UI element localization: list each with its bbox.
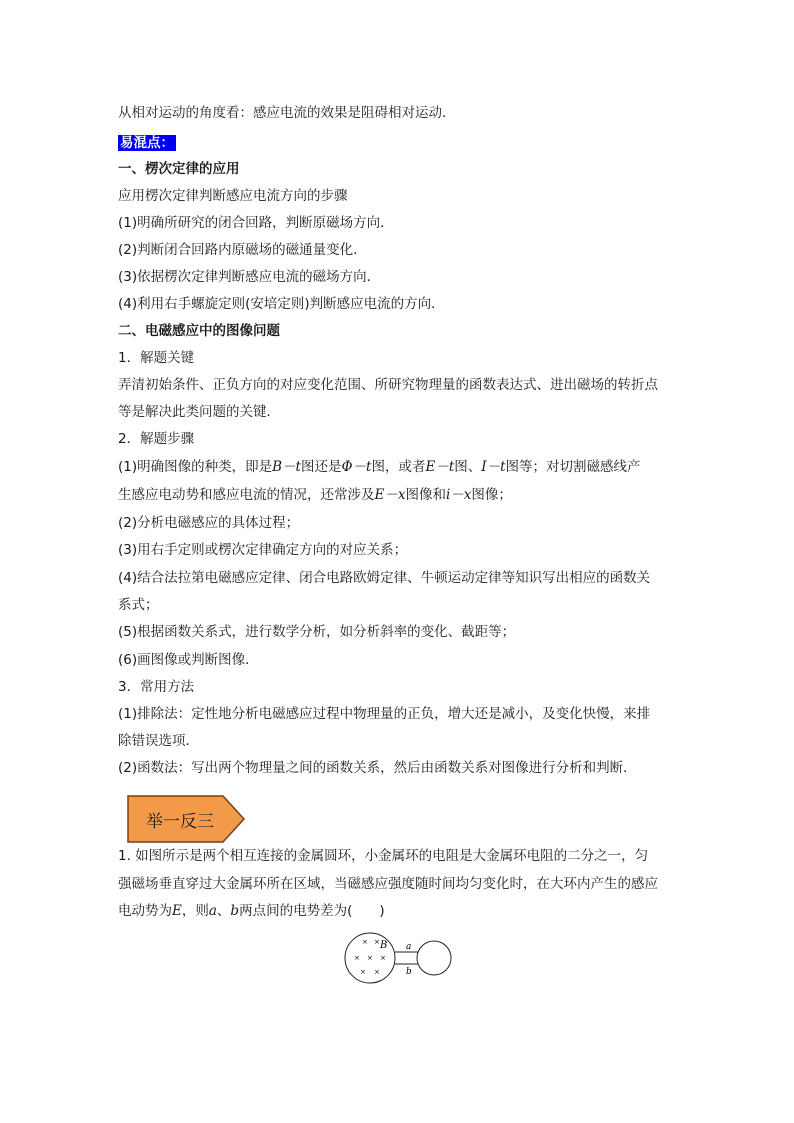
- step-item: (5)根据函数关系式，进行数学分析，如分析斜率的变化、截距等；: [118, 624, 516, 640]
- math-expr: B－t: [272, 459, 301, 475]
- field-cross: ×: [360, 968, 366, 976]
- point-label-a: a: [406, 942, 412, 952]
- text-line: 等是解决此类问题的关键．: [118, 404, 280, 420]
- math-expr: b: [230, 903, 240, 919]
- small-ring: [417, 941, 451, 975]
- math-expr: i－x: [445, 487, 472, 503]
- text-line: 应用楞次定律判断感应电流方向的步骤: [118, 188, 348, 204]
- field-cross: ×: [374, 938, 380, 946]
- step-item: 生感应电动势和感应电流的情况，还常涉及E－x图像和i－x图像；: [118, 487, 512, 503]
- step-item: (6)画图像或判断图像．: [118, 652, 259, 668]
- point-label-b: b: [406, 967, 412, 977]
- step-item: (3)依据楞次定律判断感应电流的磁场方向．: [118, 269, 381, 285]
- math-expr: I－t: [481, 459, 506, 475]
- step-item: (4)结合法拉第电磁感应定律、闭合电路欧姆定律、牛顿运动定律等知识写出相应的函数关: [118, 570, 651, 586]
- math-expr: Φ－t: [341, 459, 372, 475]
- banner-label: 举一反三: [146, 811, 214, 832]
- math-expr: a: [208, 903, 217, 919]
- step-item: (1)明确所研究的闭合回路，判断原磁场方向．: [118, 215, 394, 231]
- question-text: 电动势为E，则a、b两点间的电势差为( ): [118, 903, 385, 919]
- step-item: (1)明确图像的种类，即是B－t图还是Φ－t图，或者E－t图、I－t图等；对切割磁感线产: [118, 459, 641, 475]
- step-item: (3)用右手定则或楞次定律确定方向的对应关系；: [118, 542, 408, 558]
- question-text: 强磁场垂直穿过大金属环所在区域，当磁感应强度随时间均匀变化时，在大环内产生的感应: [118, 876, 658, 892]
- sub-heading: 1．解题关键: [118, 350, 195, 366]
- step-item: (2)判断闭合回路内原磁场的磁通量变化．: [118, 242, 367, 258]
- field-cross: ×: [362, 938, 368, 946]
- sub-heading: 2．解题步骤: [118, 431, 195, 447]
- method-item: 除错误选项．: [118, 733, 199, 749]
- math-expr: E－t: [425, 459, 455, 475]
- section-heading-2: 二、电磁感应中的图像问题: [118, 323, 280, 339]
- math-expr: E－x: [374, 487, 406, 503]
- section-heading-1: 一、楞次定律的应用: [118, 161, 240, 177]
- field-label-b: B: [380, 940, 388, 951]
- method-item: (1)排除法：定性地分析电磁感应过程中物理量的正负，增大还是减小，及变化快慢，来排: [118, 706, 651, 722]
- text-line: 从相对运动的角度看：感应电流的效果是阻碍相对运动．: [118, 105, 456, 121]
- sub-heading: 3．常用方法: [118, 679, 195, 695]
- step-item: (4)利用右手螺旋定则(安培定则)判断感应电流的方向．: [118, 296, 445, 312]
- field-cross: ×: [380, 954, 386, 962]
- method-item: (2)函数法：写出两个物理量之间的函数关系，然后由函数关系对图像进行分析和判断．: [118, 760, 637, 776]
- step-item: (2)分析电磁感应的具体过程；: [118, 515, 300, 531]
- field-cross: ×: [367, 954, 373, 962]
- math-expr: E: [172, 903, 182, 919]
- field-cross: ×: [354, 954, 360, 962]
- text-line: 弄清初始条件、正负方向的对应变化范围、所研究物理量的函数表达式、进出磁场的转折点: [118, 377, 658, 393]
- field-cross: ×: [374, 968, 380, 976]
- step-item: 系式；: [118, 597, 159, 613]
- tag-label: 易混点：: [120, 135, 174, 151]
- metal-rings-figure: [340, 930, 455, 990]
- question-text: 1. 如图所示是两个相互连接的金属圆环，小金属环的电阻是大金属环电阻的二分之一，匀: [118, 848, 649, 864]
- confusion-point-tag: [118, 134, 176, 152]
